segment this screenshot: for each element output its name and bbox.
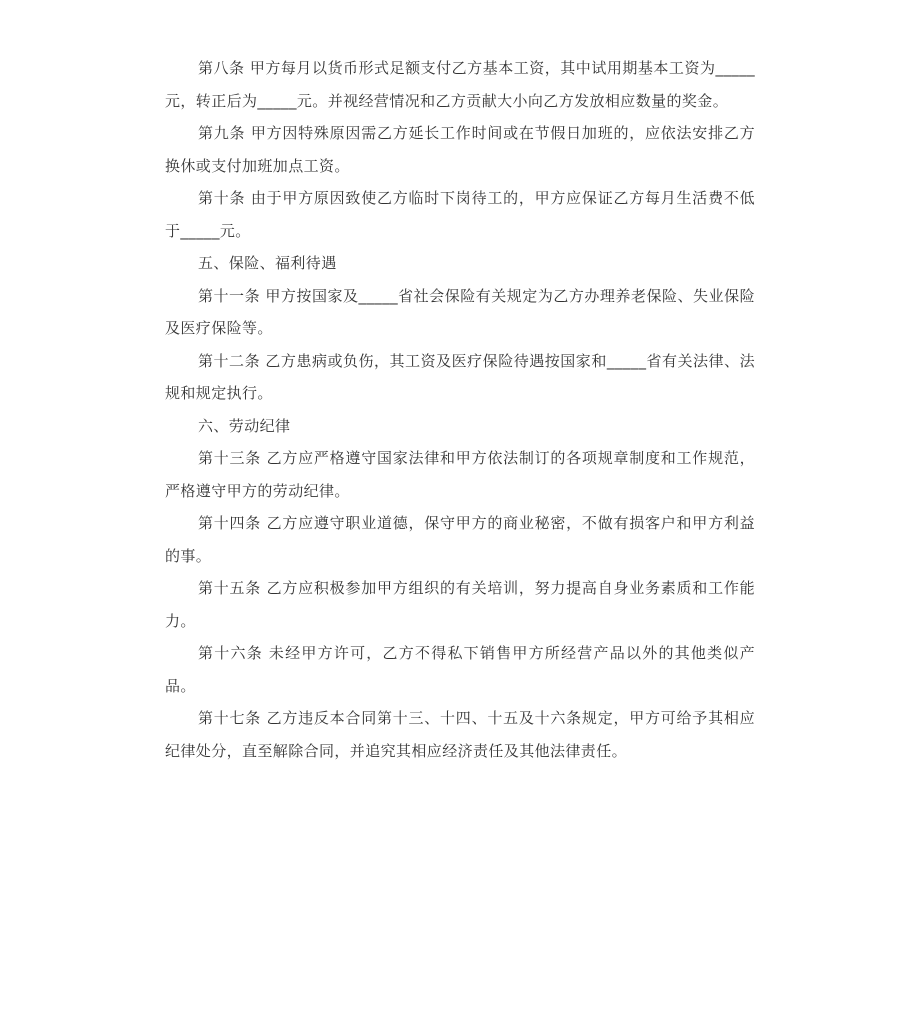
- section-heading-discipline: 六、劳动纪律: [198, 416, 291, 435]
- article-13: 第十三条 乙方应严格遵守国家法律和甲方依法制订的各项规章制度和工作规范，严格遵守甲方的劳动纪律。: [165, 449, 755, 500]
- article-11: 第十一条 甲方按国家及_____省社会保险有关规定为乙方办理养老保险、失业保险及医疗保险等。: [165, 286, 755, 337]
- section-heading-insurance: 五、保险、福利待遇: [198, 254, 337, 272]
- article-8: 第八条 甲方每月以货币形式足额支付乙方基本工资，其中试用期基本工资为_____元，转正后为_____元。并视经营情况和乙方贡献大小向乙方发放相应数量的奖金。: [165, 59, 755, 110]
- article-17: 第十七条 乙方违反本合同第十三、十四、十五及十六条规定，甲方可给予其相应纪律处分，直至解除合同，并追究其相应经济责任及其他法律责任。: [165, 709, 755, 760]
- article-12: 第十二条 乙方患病或负伤，其工资及医疗保险待遇按国家和_____省有关法律、法规和规定执行。: [165, 351, 755, 402]
- article-15: 第十五条 乙方应积极参加甲方组织的有关培训，努力提高自身业务素质和工作能力。: [165, 579, 755, 630]
- article-9: 第九条 甲方因特殊原因需乙方延长工作时间或在节假日加班的，应依法安排乙方换休或支付加班加点工资。: [165, 124, 755, 175]
- document-body: [165, 52, 755, 767]
- article-10: 第十条 由于甲方原因致使乙方临时下岗待工的，甲方应保证乙方每月生活费不低于_____元。: [165, 189, 755, 240]
- article-16: 第十六条 未经甲方许可，乙方不得私下销售甲方所经营产品以外的其他类似产品。: [165, 644, 755, 695]
- article-14: 第十四条 乙方应遵守职业道德，保守甲方的商业秘密，不做有损客户和甲方利益的事。: [165, 514, 755, 565]
